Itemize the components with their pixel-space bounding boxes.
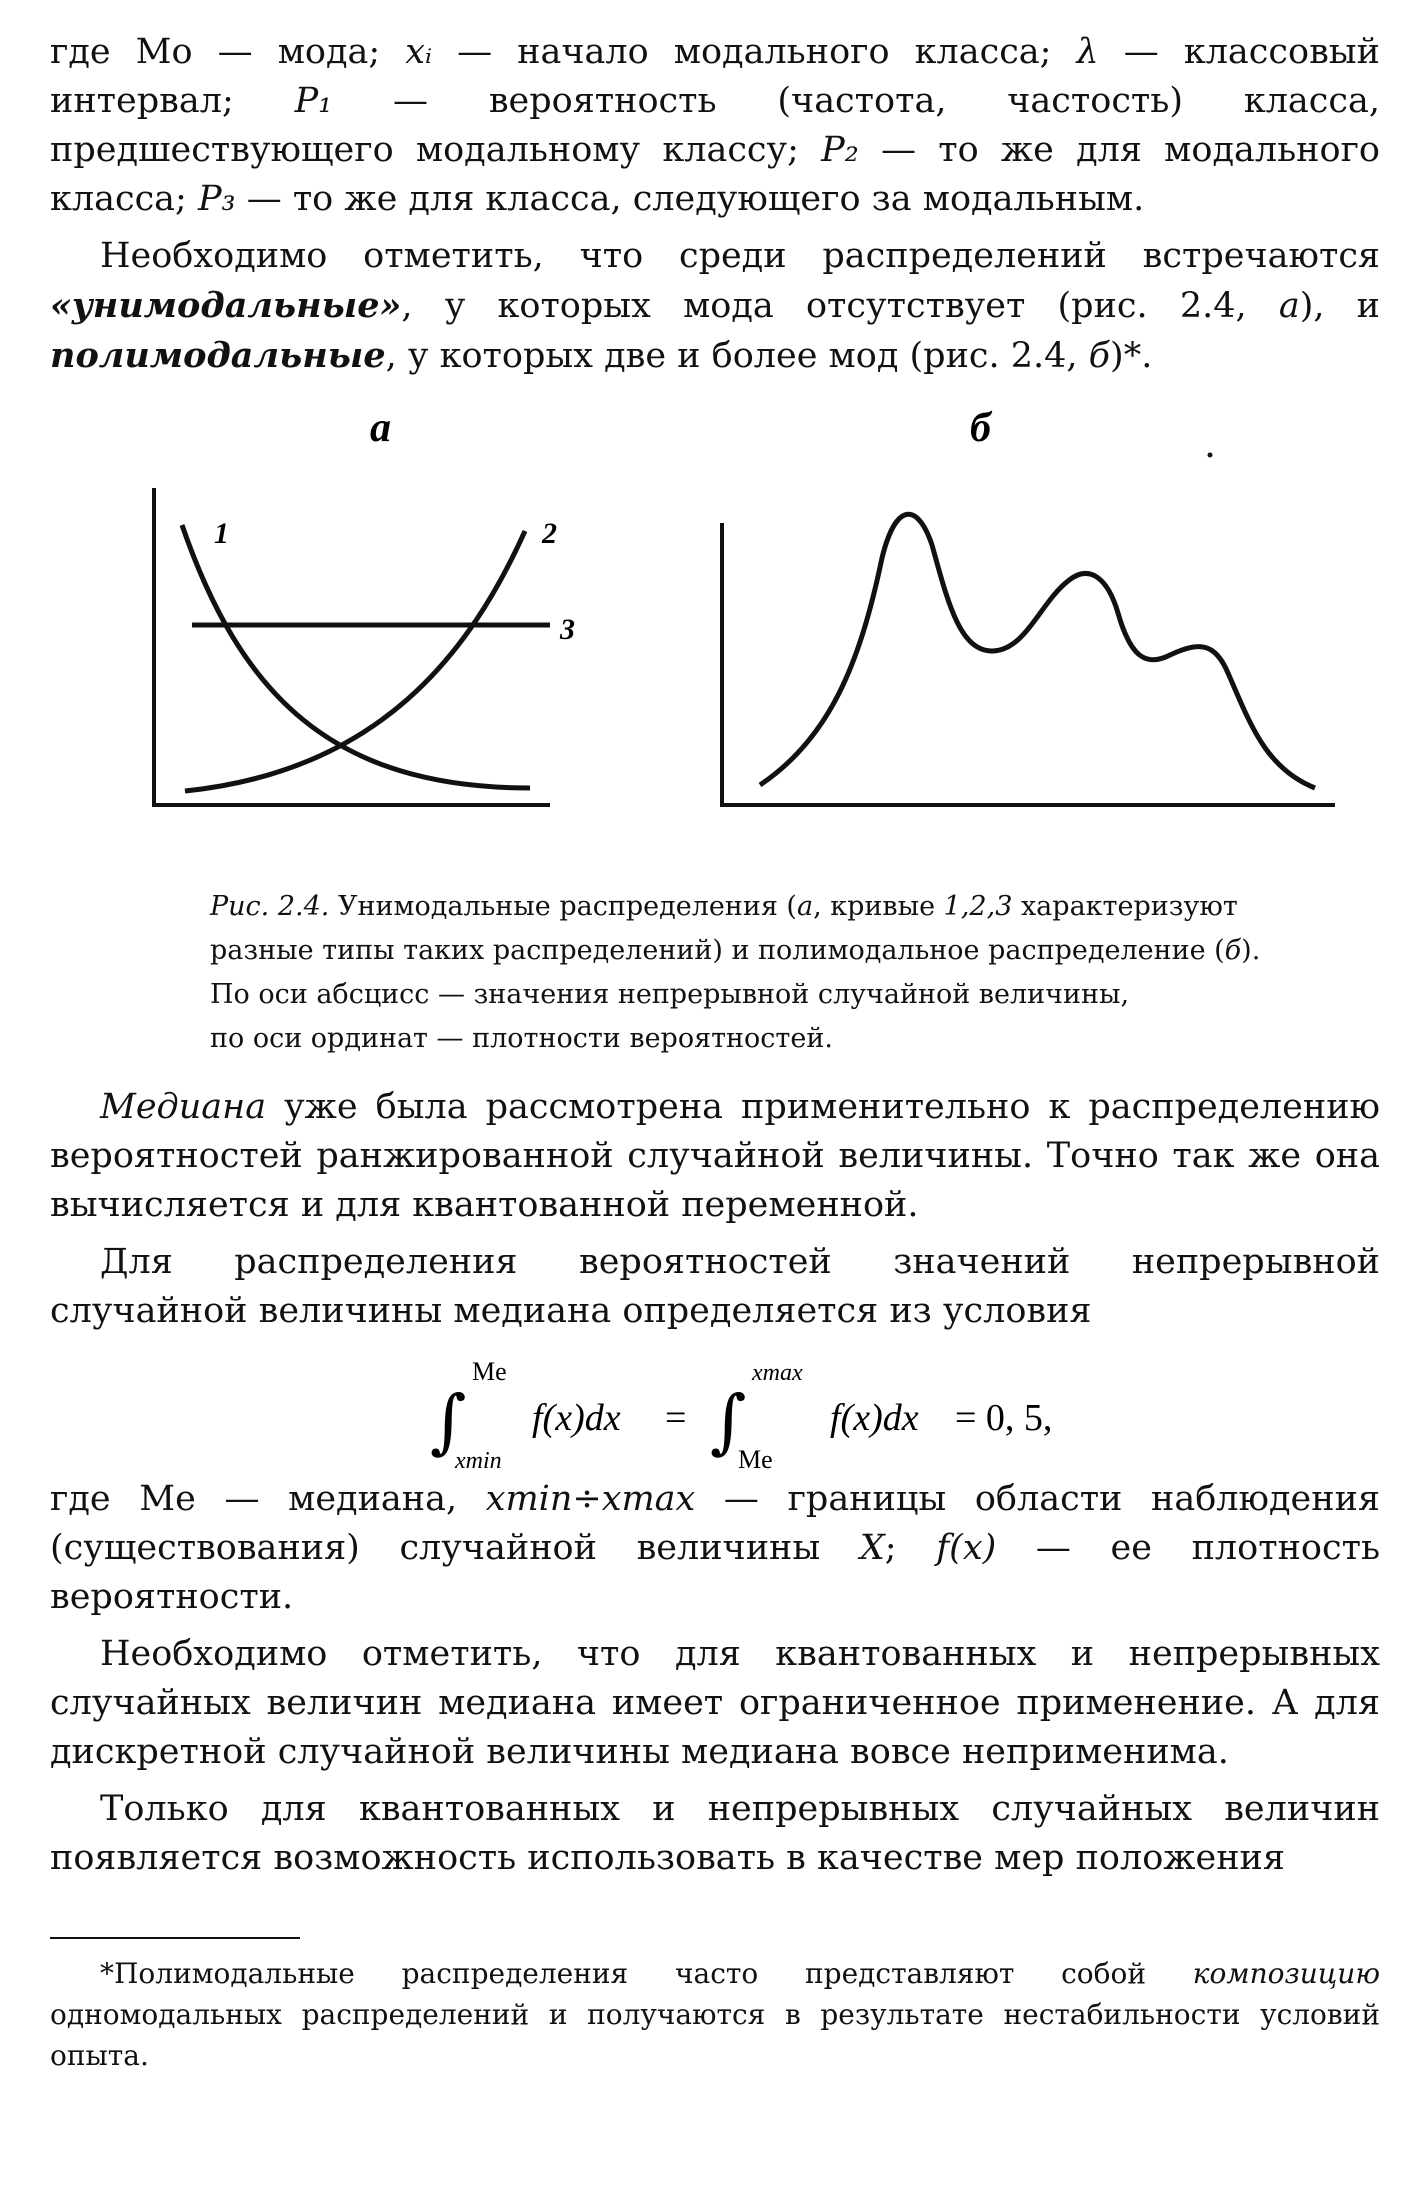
- paragraph-continuous: Для распределения вероятностей значений непрерывной случайной величины медиана определяется из условия: [50, 1242, 1380, 1331]
- figure-2-4: [50, 393, 1380, 873]
- figure-drawing: [50, 393, 1380, 873]
- formula-result: = 0, 5,: [955, 1397, 1053, 1439]
- caption-line-3: по оси ординат — плотности вероятностей.: [210, 1023, 833, 1054]
- paragraph-position-measures: Только для квантованных и непрерывных случайных величин появляется возможность использовать в качестве мер положения: [50, 1789, 1380, 1878]
- footnote-rule: [50, 1937, 300, 1939]
- paragraph-median-notation: где Me — медиана, xmin÷xmax — границы области наблюдения (существования) случайной величины X; f(x) — ее плотность вероятности.: [50, 1479, 1381, 1617]
- panel-b-multimodal-curve: [760, 514, 1315, 788]
- panel-b-label: б: [970, 405, 991, 451]
- median-formula: [50, 1350, 1380, 1475]
- integrand-2: f(x)dx: [830, 1397, 919, 1439]
- integral-sign-1: ∫: [430, 1380, 467, 1462]
- caption-line-1: Рис. 2.4. Унимодальные распределения (а, кривые 1,2,3 характеризуют разные типы таких распределений) и полимодальное распределение (б).: [210, 891, 1261, 966]
- upper-limit-1: Me: [472, 1357, 507, 1386]
- curve-3-label: 3: [560, 613, 575, 646]
- curve-2-label: 2: [542, 517, 557, 550]
- speck: [1208, 453, 1213, 458]
- panel-b-axes: [722, 523, 1335, 805]
- curve-1-label: 1: [214, 517, 229, 550]
- formula-drawing: [50, 1350, 1380, 1475]
- paragraph-mode-definitions: где Мо — мода; xᵢ — начало модального класса; λ — классовый интервал; P₁ — вероятность (частота, частость) класса, предшествующего модальному классу; P₂ — то же для модального класса; P₃ — то же для класса, следующего за модальным.: [50, 32, 1380, 219]
- integral-sign-2: ∫: [710, 1380, 747, 1462]
- page-body: [50, 28, 1380, 2104]
- paragraph-median: Медиана уже была рассмотрена применительно к распределению вероятностей ранжированной случайной величины. Точно так же она вычисляется и для квантованной переменной.: [50, 1087, 1380, 1225]
- integrand-1: f(x)dx: [532, 1397, 621, 1439]
- panel-a-label: а: [370, 405, 391, 451]
- upper-limit-2: xmax: [752, 1360, 803, 1386]
- lower-limit-1: xmin: [455, 1448, 502, 1474]
- paragraph-median-limits: Необходимо отметить, что для квантованных и непрерывных случайных величин медиана имеет ограниченное применение. А для дискретной случайной величины медиана вовсе неприменима.: [50, 1634, 1380, 1772]
- caption-line-2: По оси абсцисс — значения непрерывной случайной величины,: [210, 979, 1130, 1010]
- equals-sign: =: [665, 1397, 687, 1439]
- footnote: *Полимодальные распределения часто представляют собой композицию одномодальных распределений и получаются в результате нестабильности условий опыта.: [50, 1957, 1380, 2072]
- paragraph-unimodal: Необходимо отметить, что среди распределений встречаются «унимодальные», у которых мода отсутствует (рис. 2.4, а), и полимодальные, у которых две и более мод (рис. 2.4, б)*.: [50, 236, 1380, 376]
- figure-caption: [210, 885, 1280, 1061]
- panel-a-curve-1: [182, 525, 530, 788]
- lower-limit-2: Me: [738, 1445, 773, 1474]
